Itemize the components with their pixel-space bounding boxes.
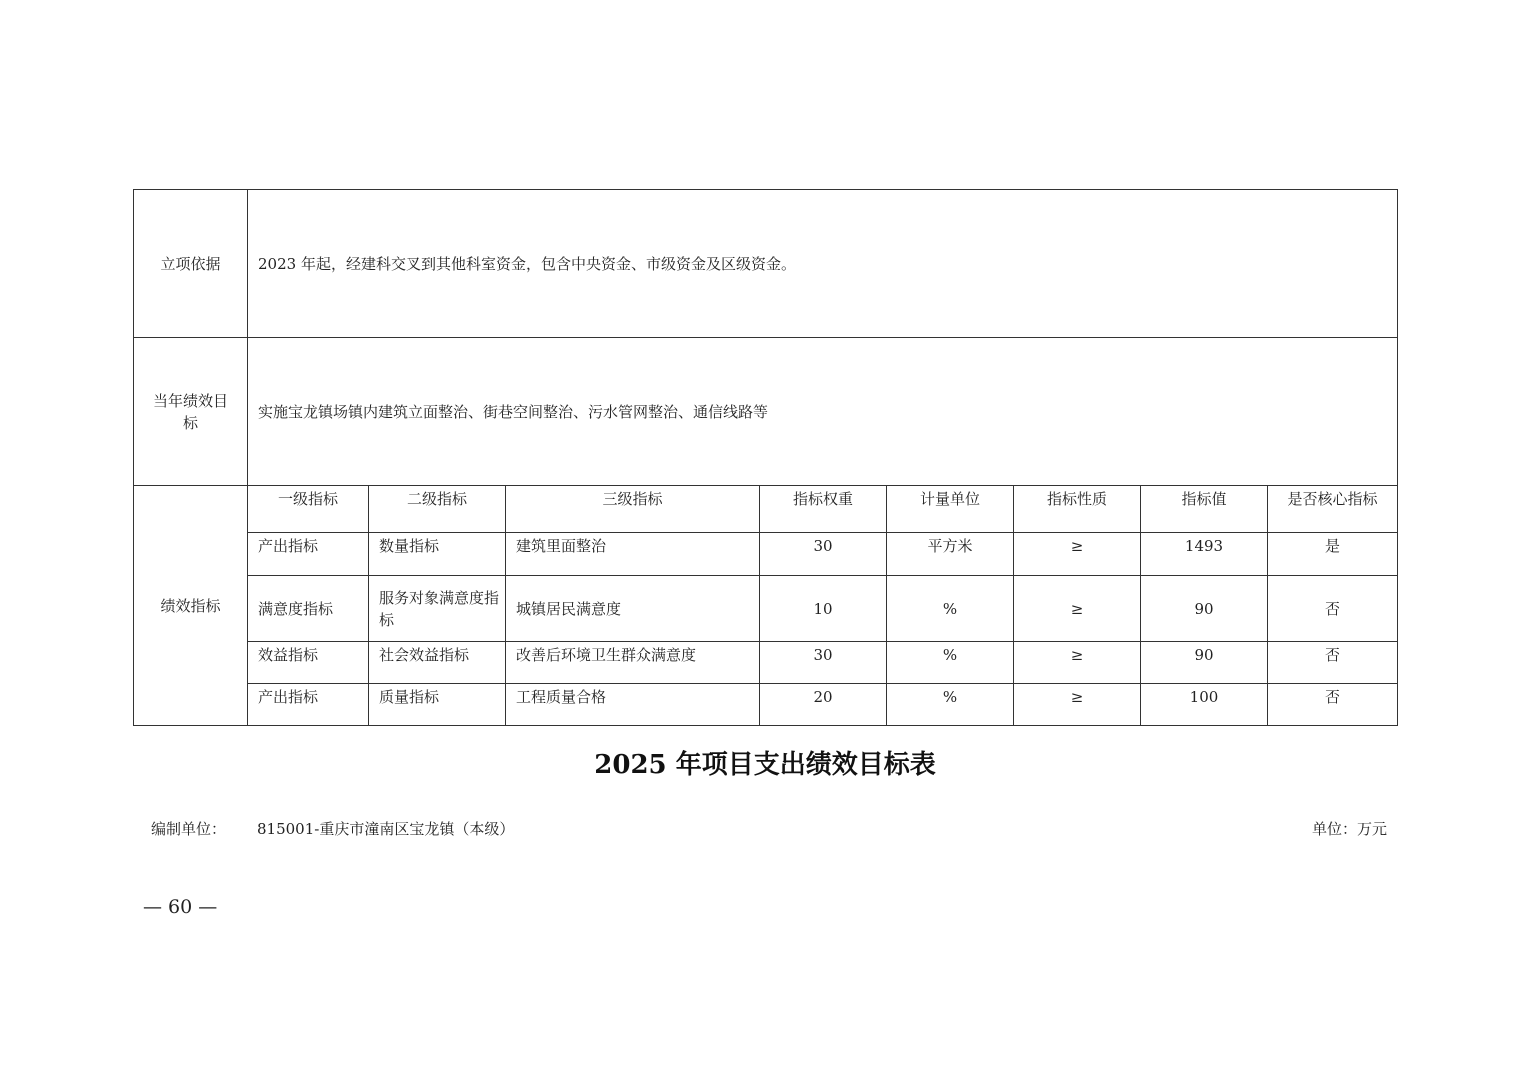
header-level2: 二级指标	[369, 486, 506, 533]
row-weight: 30	[760, 642, 887, 684]
basis-row	[134, 190, 1398, 338]
indicators-label: 绩效指标	[134, 486, 248, 726]
row-weight: 20	[760, 684, 887, 726]
row-core: 否	[1268, 684, 1398, 726]
table-row	[134, 576, 1398, 642]
goal-label: 当年绩效目标	[134, 338, 248, 486]
row-level2: 质量指标	[369, 684, 506, 726]
row-level2: 社会效益指标	[369, 642, 506, 684]
row-value: 100	[1141, 684, 1268, 726]
row-level3: 工程质量合格	[506, 684, 760, 726]
row-unit: %	[887, 642, 1014, 684]
row-value: 90	[1141, 642, 1268, 684]
header-level1: 一级指标	[248, 486, 369, 533]
header-nature: 指标性质	[1014, 486, 1141, 533]
row-nature: ≥	[1014, 533, 1141, 576]
row-weight: 30	[760, 533, 887, 576]
currency-unit: 单位：万元	[1311, 820, 1387, 838]
header-row	[134, 486, 1398, 533]
page-number: — 60 —	[143, 896, 218, 918]
header-weight: 指标权重	[760, 486, 887, 533]
row-level1: 产出指标	[248, 533, 369, 576]
row-unit: 平方米	[887, 533, 1014, 576]
row-value: 90	[1141, 576, 1268, 642]
basis-text: 2023 年起，经建科交叉到其他科室资金，包含中央资金、市级资金及区级资金。	[248, 190, 1398, 338]
compiling-unit-label: 编制单位：	[151, 820, 227, 838]
row-core: 是	[1268, 533, 1398, 576]
row-core: 否	[1268, 576, 1398, 642]
page-title: 2025 年项目支出绩效目标表	[594, 750, 936, 780]
row-unit: %	[887, 576, 1014, 642]
row-core: 否	[1268, 642, 1398, 684]
header-level3: 三级指标	[506, 486, 760, 533]
header-value: 指标值	[1141, 486, 1268, 533]
goal-text: 实施宝龙镇场镇内建筑立面整治、街巷空间整治、污水管网整治、通信线路等	[248, 338, 1398, 486]
row-level3: 改善后环境卫生群众满意度	[506, 642, 760, 684]
row-level3: 城镇居民满意度	[506, 576, 760, 642]
row-unit: %	[887, 684, 1014, 726]
compiling-unit-value: 815001-重庆市潼南区宝龙镇（本级）	[257, 820, 515, 838]
table-row	[134, 642, 1398, 684]
performance-table	[133, 189, 1398, 726]
header-unit: 计量单位	[887, 486, 1014, 533]
row-nature: ≥	[1014, 576, 1141, 642]
basis-label: 立项依据	[134, 190, 248, 338]
row-level1: 满意度指标	[248, 576, 369, 642]
row-level1: 产出指标	[248, 684, 369, 726]
row-level3: 建筑里面整治	[506, 533, 760, 576]
row-level2: 数量指标	[369, 533, 506, 576]
table-row	[134, 684, 1398, 726]
row-level1: 效益指标	[248, 642, 369, 684]
row-nature: ≥	[1014, 684, 1141, 726]
goal-row	[134, 338, 1398, 486]
row-level2: 服务对象满意度指标	[369, 576, 506, 642]
header-core: 是否核心指标	[1268, 486, 1398, 533]
row-nature: ≥	[1014, 642, 1141, 684]
row-value: 1493	[1141, 533, 1268, 576]
row-weight: 10	[760, 576, 887, 642]
table-row	[134, 533, 1398, 576]
